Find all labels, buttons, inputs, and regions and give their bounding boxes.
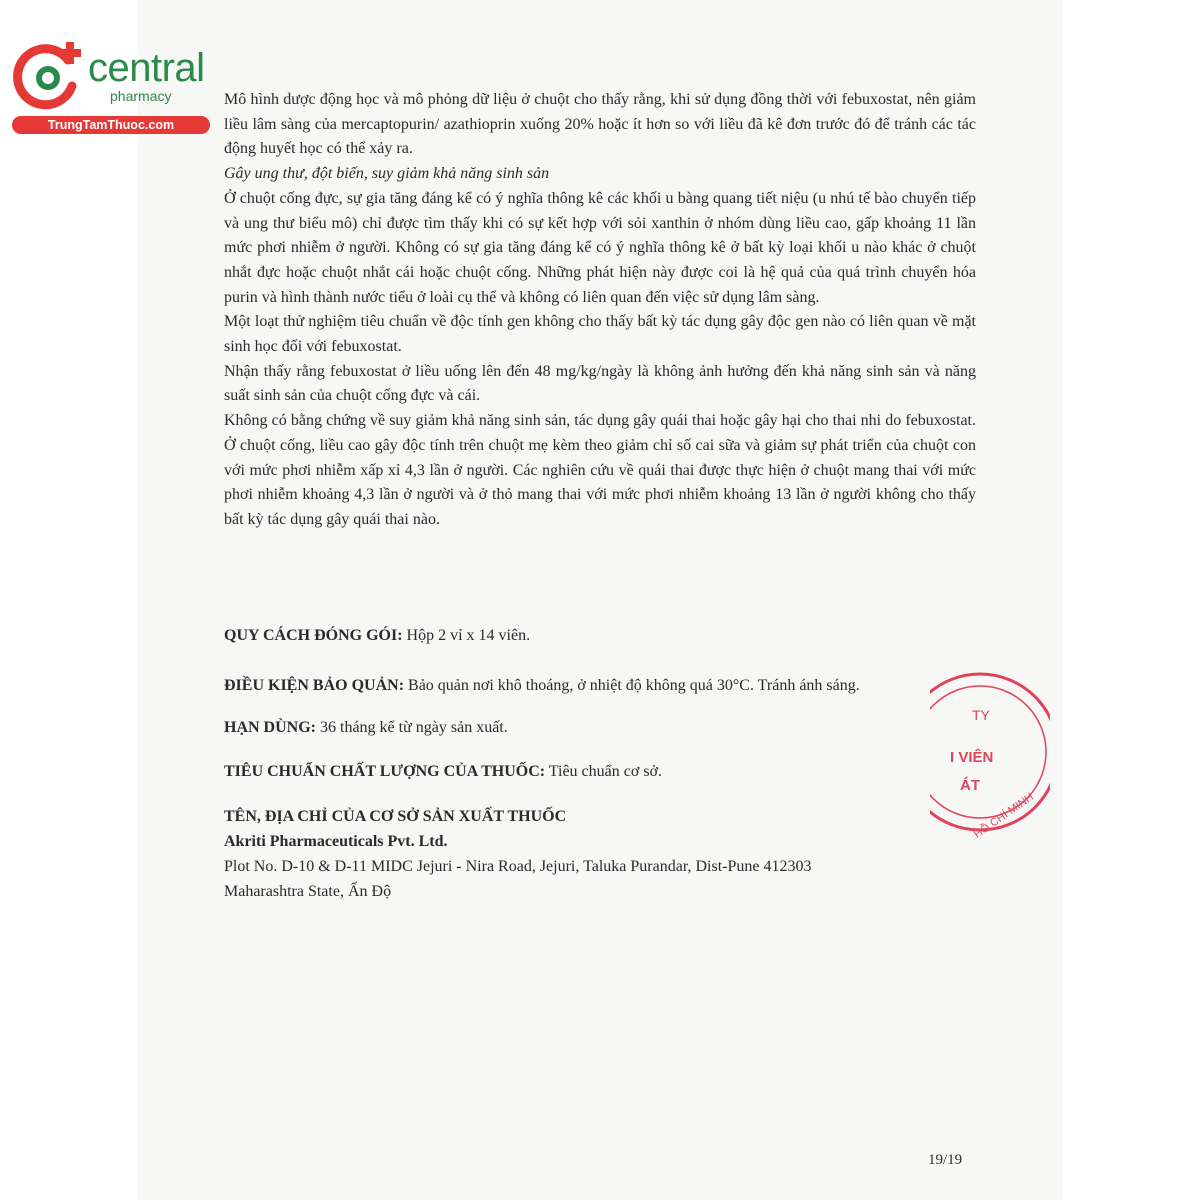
packaging-label: QUY CÁCH ĐÓNG GÓI: xyxy=(224,627,403,644)
shelf-life-label: HẠN DÙNG: xyxy=(224,719,316,736)
document-body xyxy=(224,88,976,533)
storage-label: ĐIỀU KIỆN BẢO QUẢN: xyxy=(224,677,405,694)
paragraph-tumors: Ở chuột cống đực, sự gia tăng đáng kể có ý nghĩa thông kê các khối u bàng quang tiết niệu (u nhú tế bào chuyển tiếp và ung thư biểu mô) chỉ được tìm thấy khi có sự kết hợp với sỏi xanthin ở nhóm dùng liều cao, gấp khoảng 11 lần mức phơi nhiễm ở người. Không có sự gia tăng đáng kể có ý nghĩa thông kê ở bất kỳ loại khối u nào khác ở chuột nhắt đực hoặc chuột nhắt cái hoặc chuột cống. Những phát hiện này được coi là hệ quả của quá trình chuyển hóa purin và hình thành nước tiểu ở loài cụ thể và không có liên quan đến việc sử dụng lâm sàng. xyxy=(224,189,976,306)
storage-section xyxy=(224,674,976,698)
packaging-section xyxy=(224,624,976,648)
paragraph-pharmacokinetics: Mô hình dược động học và mô phỏng dữ liệu ở chuột cho thấy rằng, khi sử dụng đồng thời với febuxostat, nên giảm liều lâm sàng của mercaptopurin/ azathioprin xuống 20% hoặc ít hơn so với liều đã kê đơn trước đó để tránh các tác động huyết học có thể xảy ra. xyxy=(224,91,976,158)
paragraph-genotoxicity: Một loạt thử nghiệm tiêu chuẩn về độc tính gen không cho thấy bất kỳ tác dụng gây độc gen nào có liên quan về mặt sinh học đối với febuxostat. xyxy=(224,313,976,356)
logo-site-badge: TrungTamThuoc.com xyxy=(12,116,210,134)
stamp-text-4: HỒ CHÍ MINH xyxy=(971,791,1036,841)
stamp-text-1: TY xyxy=(972,707,990,723)
page-number: 19/19 xyxy=(928,1152,963,1168)
shelf-life-value: 36 tháng kể từ ngày sản xuất. xyxy=(316,719,508,736)
quality-value: Tiêu chuẩn cơ sở. xyxy=(545,763,662,780)
stamp-text-2: I VIÊN xyxy=(950,749,994,766)
quality-section xyxy=(224,760,976,784)
manufacturer-address-1: Plot No. D-10 & D-11 MIDC Jejuri - Nira Road, Jejuri, Taluka Purandar, Dist-Pune 412303 xyxy=(224,858,812,875)
manufacturer-name: Akriti Pharmaceuticals Pvt. Ltd. xyxy=(224,833,448,850)
central-pharmacy-logo[interactable] xyxy=(10,38,220,138)
manufacturer-section xyxy=(224,804,976,904)
logo-mark-icon xyxy=(10,38,90,118)
subheading-carcinogenesis: Gây ung thư, đột biến, suy giảm khả năng sinh sản xyxy=(224,165,550,183)
manufacturer-address-2: Maharashtra State, Ấn Độ xyxy=(224,883,392,900)
company-stamp-icon xyxy=(930,662,1050,842)
stamp-text-3: ÁT xyxy=(960,777,980,794)
shelf-life-section xyxy=(224,716,976,740)
paragraph-fertility: Nhận thấy rằng febuxostat ở liều uống lên đến 48 mg/kg/ngày là không ảnh hưởng đến khả năng sinh sản và năng suất sinh sản của chuột cống đực và cái. xyxy=(224,362,976,405)
manufacturer-heading: TÊN, ĐỊA CHỈ CỦA CƠ SỞ SẢN XUẤT THUỐC xyxy=(224,808,567,825)
logo-brand-text: central xyxy=(88,46,205,90)
quality-label: TIÊU CHUẨN CHẤT LƯỢNG CỦA THUỐC: xyxy=(224,763,546,780)
storage-value: Bảo quản nơi khô thoáng, ở nhiệt độ không quá 30°C. Tránh ánh sáng. xyxy=(404,677,860,694)
packaging-value: Hộp 2 vỉ x 14 viên. xyxy=(402,627,531,644)
logo-sub-text: pharmacy xyxy=(110,88,172,104)
paragraph-teratogenicity: Không có bằng chứng về suy giảm khả năng sinh sản, tác dụng gây quái thai hoặc gây hại cho thai nhi do febuxostat. Ở chuột cống, liều cao gây độc tính trên chuột mẹ kèm theo giảm chỉ số cai sữa và giảm sự phát triển của chuột con với mức phơi nhiễm xấp xỉ 4,3 lần ở người. Các nghiên cứu về quái thai được thực hiện ở chuột mang thai với mức phơi nhiễm khoảng 4,3 lần ở người và ở thỏ mang thai với mức phơi nhiễm khoảng 13 lần ở người không cho thấy bất kỳ tác dụng gây quái thai nào. xyxy=(224,412,976,528)
